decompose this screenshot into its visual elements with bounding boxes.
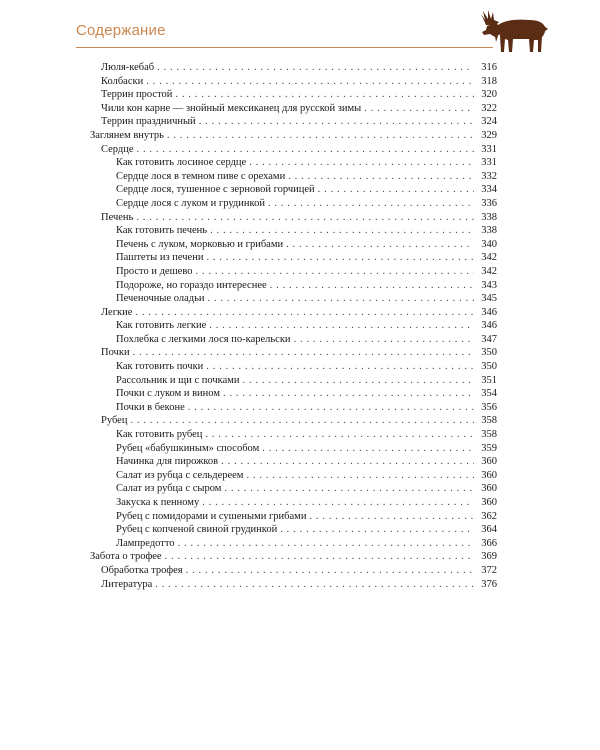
- toc-entry: [90, 143, 497, 157]
- toc-entry-title: Люля-кебаб: [101, 62, 155, 73]
- toc-entry: [90, 156, 497, 170]
- toc-entry: [90, 279, 497, 293]
- toc-entry: [90, 129, 497, 143]
- toc-entry-page: 351: [481, 374, 497, 386]
- toc-entry: [90, 455, 497, 469]
- toc-entry-page: 345: [481, 293, 497, 305]
- toc-entry-page: 369: [481, 551, 497, 563]
- dot-leader: [223, 387, 474, 401]
- toc-entry: [90, 292, 497, 306]
- toc-entry: [90, 333, 497, 347]
- toc-entry-title: Легкие: [101, 306, 133, 318]
- toc-entry-page: 360: [481, 456, 497, 468]
- dot-leader: [288, 170, 474, 184]
- dot-leader: [136, 211, 474, 225]
- toc-entry-title: Обработка трофея: [101, 564, 183, 576]
- toc-entry: [90, 251, 497, 265]
- toc-entry: [90, 88, 497, 102]
- toc-entry-title: Сердце лося с луком и грудинкой: [116, 197, 265, 209]
- toc-entry-title: Сердце: [101, 143, 134, 155]
- toc-entry-page: 346: [481, 306, 497, 318]
- toc-entry: [90, 183, 497, 197]
- toc-entry-page: 354: [481, 388, 497, 400]
- dot-leader: [130, 414, 474, 428]
- toc-entry-page: 338: [481, 225, 497, 237]
- dot-leader: [165, 550, 474, 564]
- toc-entry-page: 342: [481, 252, 497, 264]
- toc-entry-title: Террин праздничный: [101, 116, 196, 128]
- dot-leader: [186, 564, 474, 578]
- toc-entry: [90, 564, 497, 578]
- toc-entry: [90, 224, 497, 238]
- toc-entry-title: Сердце лося в темном пиве с орехами: [116, 170, 286, 182]
- dot-leader: [268, 197, 474, 211]
- dot-leader: [135, 306, 474, 320]
- toc-entry: [90, 387, 497, 401]
- toc-entry-title: Начинка для пирожков: [116, 456, 219, 468]
- toc-entry-page: 372: [481, 564, 497, 576]
- dot-leader: [318, 183, 474, 197]
- toc-entry-title: Печень: [101, 211, 134, 223]
- dot-leader: [206, 360, 474, 374]
- toc-entry-title: Забота о трофее: [90, 551, 162, 563]
- toc-entry-page: 318: [481, 75, 497, 87]
- toc-entry: [90, 75, 497, 89]
- dot-leader: [206, 251, 474, 265]
- toc-entry-page: 362: [481, 510, 497, 522]
- toc-entry-title: Печень с луком, морковью и грибами: [116, 238, 284, 250]
- dot-leader: [246, 469, 474, 483]
- toc-entry: [90, 442, 497, 456]
- toc-entry-page: 360: [481, 483, 497, 495]
- toc-entry: [90, 496, 497, 510]
- dot-leader: [175, 88, 474, 102]
- dot-leader: [224, 482, 474, 496]
- toc-entry-title: Закуска к пенному: [116, 497, 200, 508]
- toc-entry-page: 316: [481, 62, 497, 73]
- toc-entry-page: 332: [481, 170, 497, 182]
- toc-entry-title: Как готовить рубец: [116, 429, 203, 441]
- dot-leader: [195, 265, 474, 279]
- page-header-title: Содержание: [76, 22, 166, 39]
- toc-entry-title: Почки: [101, 347, 130, 359]
- toc-entry: [90, 469, 497, 483]
- toc-entry-title: Салат из рубца с сыром: [116, 483, 222, 495]
- dot-leader: [309, 510, 474, 524]
- toc-entry-title: Рубец «бабушкиным» способом: [116, 442, 260, 454]
- toc-entry-page: 358: [481, 415, 497, 427]
- dot-leader: [137, 143, 474, 157]
- toc-entry: [90, 428, 497, 442]
- toc-entry-page: 347: [481, 333, 497, 345]
- toc-entry: [90, 61, 497, 75]
- toc-entry: [90, 482, 497, 496]
- toc-entry-page: 331: [481, 143, 497, 155]
- toc-entry-page: 346: [481, 320, 497, 332]
- toc-entry: [90, 537, 497, 551]
- dot-leader: [249, 156, 474, 170]
- toc-entry: [90, 510, 497, 524]
- toc-entry-page: 360: [481, 469, 497, 481]
- dot-leader: [133, 346, 474, 360]
- toc-entry-title: Лампредотто: [116, 537, 175, 549]
- toc-entry: [90, 319, 497, 333]
- dot-leader: [178, 537, 474, 551]
- toc-entry: [90, 197, 497, 211]
- toc-entry-page: 331: [481, 157, 497, 169]
- toc-entry: [90, 523, 497, 537]
- header-divider: [76, 47, 493, 48]
- toc-entry-page: 350: [481, 361, 497, 373]
- toc-entry-title: Литература: [101, 578, 153, 590]
- dot-leader: [199, 115, 474, 129]
- dot-leader: [209, 319, 474, 333]
- toc-entry-page: 376: [481, 578, 497, 590]
- toc-entry-title: Заглянем внутрь: [90, 129, 164, 141]
- dot-leader: [270, 279, 474, 293]
- toc-entry-page: 358: [481, 429, 497, 441]
- toc-entry-title: Паштеты из печени: [116, 252, 204, 264]
- dot-leader: [294, 333, 474, 347]
- toc-entry: [90, 115, 497, 129]
- toc-entry-title: Рубец с помидорами и сушеными грибами: [116, 510, 307, 522]
- toc-entry-page: 336: [481, 197, 497, 209]
- toc-entry: [90, 211, 497, 225]
- dot-leader: [280, 523, 474, 537]
- toc-entry-page: 338: [481, 211, 497, 223]
- toc-entry: [90, 306, 497, 320]
- toc-entry-title: Почки с луком и вином: [116, 388, 220, 400]
- toc-entry-page: 356: [481, 401, 497, 413]
- toc-entry: [90, 170, 497, 184]
- toc-entry-title: Как готовить печень: [116, 225, 208, 237]
- toc-entry-title: Рубец с копченой свиной грудинкой: [116, 524, 278, 536]
- toc-entry-title: Печеночные оладьи: [116, 293, 205, 305]
- toc-entry-title: Как готовить легкие: [116, 320, 207, 332]
- dot-leader: [208, 292, 474, 306]
- dot-leader: [202, 496, 474, 510]
- toc-entry-title: Террин простой: [101, 89, 173, 101]
- toc-entry-title: Сердце лося, тушенное с зерновой горчицей: [116, 184, 315, 196]
- toc-entry-title: Как готовить почки: [116, 361, 204, 373]
- toc-entry-title: Чили кон карне — знойный мексиканец для русской зимы: [101, 102, 362, 114]
- dot-leader: [155, 578, 474, 592]
- toc-entry-title: Рубец: [101, 415, 128, 427]
- moose-silhouette-icon: [477, 8, 549, 54]
- toc-entry: [90, 346, 497, 360]
- toc-entry-title: Салат из рубца с сельдереем: [116, 469, 244, 481]
- toc-entry: [90, 238, 497, 252]
- table-of-contents: [90, 61, 497, 591]
- dot-leader: [286, 238, 474, 252]
- toc-entry-page: 364: [481, 524, 497, 536]
- toc-entry-page: 366: [481, 537, 497, 549]
- dot-leader: [210, 224, 474, 238]
- toc-entry: [90, 374, 497, 388]
- toc-entry-title: Колбаски: [101, 75, 144, 87]
- toc-entry: [90, 265, 497, 279]
- toc-entry-page: 342: [481, 265, 497, 277]
- toc-entry-page: 322: [481, 102, 497, 114]
- dot-leader: [221, 455, 474, 469]
- toc-entry-title: Просто и дешево: [116, 265, 193, 277]
- toc-entry: [90, 550, 497, 564]
- toc-entry-page: 343: [481, 279, 497, 291]
- toc-entry-page: 340: [481, 238, 497, 250]
- toc-entry-title: Рассольник и щи с почками: [116, 374, 240, 386]
- toc-entry-title: Как готовить лосиное сердце: [116, 157, 247, 169]
- toc-entry-page: 350: [481, 347, 497, 359]
- toc-entry-page: 360: [481, 497, 497, 508]
- dot-leader: [364, 102, 474, 116]
- toc-entry: [90, 360, 497, 374]
- toc-entry-page: 329: [481, 129, 497, 141]
- toc-entry-page: 324: [481, 116, 497, 128]
- toc-entry-page: 334: [481, 184, 497, 196]
- dot-leader: [167, 129, 474, 143]
- toc-entry-title: Подорожe, но гораздо интереснее: [116, 279, 267, 291]
- dot-leader: [146, 75, 474, 89]
- dot-leader: [188, 401, 474, 415]
- toc-entry: [90, 578, 497, 592]
- dot-leader: [262, 442, 474, 456]
- toc-entry-title: Почки в беконе: [116, 401, 185, 413]
- toc-entry-title: Похлебка с легкими лося по-карельски: [116, 333, 291, 345]
- toc-entry-page: 359: [481, 442, 497, 454]
- dot-leader: [243, 374, 474, 388]
- toc-entry: [90, 102, 497, 116]
- toc-entry: [90, 414, 497, 428]
- toc-entry: [90, 401, 497, 415]
- dot-leader: [205, 428, 474, 442]
- toc-entry-page: 320: [481, 89, 497, 101]
- dot-leader: [157, 61, 474, 75]
